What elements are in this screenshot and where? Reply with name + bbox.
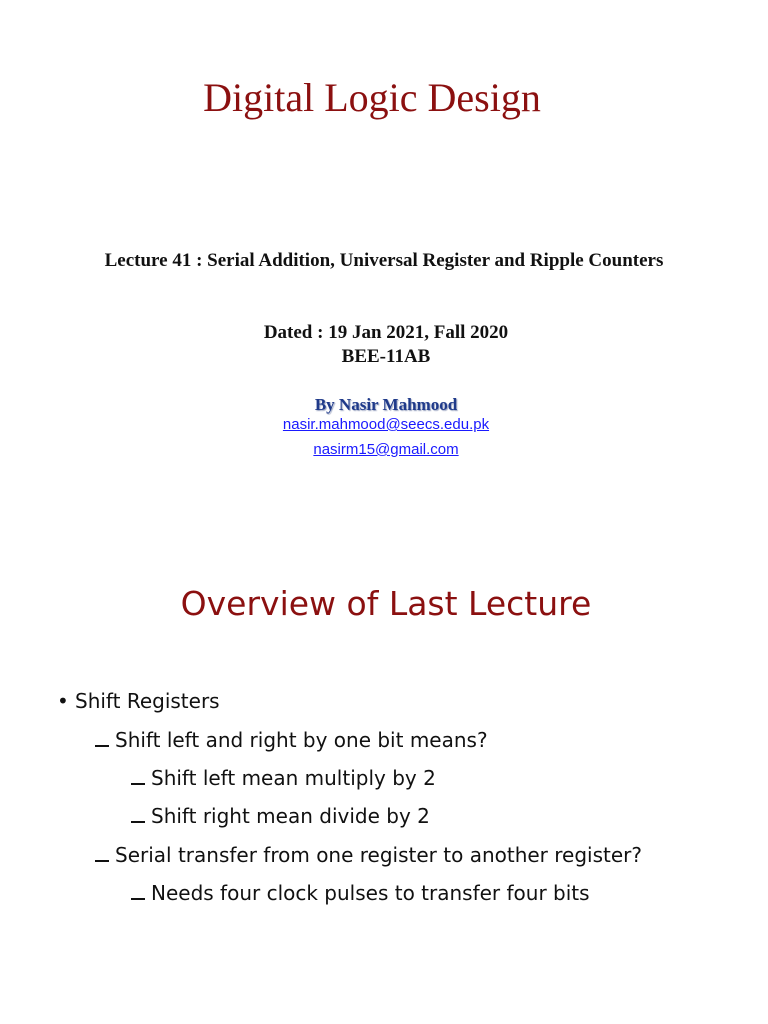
- email-link-secondary[interactable]: nasirm15@gmail.com: [313, 441, 459, 458]
- bullet-text: Shift left and right by one bit means?: [115, 728, 488, 752]
- bullet-text: Shift left mean multiply by 2: [151, 766, 436, 790]
- bullet-dot-icon: •: [57, 689, 69, 713]
- bullet-dash-icon: [95, 860, 109, 862]
- bullet-item: [95, 842, 642, 868]
- bullet-text: Serial transfer from one register to another register?: [115, 843, 643, 867]
- lecture-section: BEE-11AB: [341, 346, 431, 367]
- bullet-text: Shift Registers: [75, 689, 220, 713]
- overview-slide: [0, 540, 768, 1024]
- lecture-title: Lecture 41 : Serial Addition, Universal Register and Ripple Counters: [104, 250, 664, 271]
- bullet-dash-icon: [95, 745, 109, 747]
- lecture-info: [0, 321, 768, 369]
- bullet-item: [131, 803, 430, 829]
- slide-title: Overview of Last Lecture: [180, 584, 592, 623]
- slide-title: Digital Logic Design: [203, 75, 541, 120]
- lecture-date: Dated : 19 Jan 2021, Fall 2020: [263, 322, 509, 343]
- bullet-dash-icon: [131, 821, 145, 823]
- bullet-item: [95, 727, 488, 753]
- bullet-dash-icon: [131, 783, 145, 785]
- author-name: By Nasir Mahmood: [314, 395, 458, 414]
- bullet-item: [131, 880, 590, 906]
- bullet-dash-icon: [131, 898, 145, 900]
- bullet-item: [57, 688, 220, 714]
- bullet-text: Shift right mean divide by 2: [151, 804, 430, 828]
- email-link-primary[interactable]: nasir.mahmood@seecs.edu.pk: [282, 416, 490, 433]
- bullet-item: [131, 765, 436, 791]
- bullet-text: Needs four clock pulses to transfer four bits: [151, 881, 590, 905]
